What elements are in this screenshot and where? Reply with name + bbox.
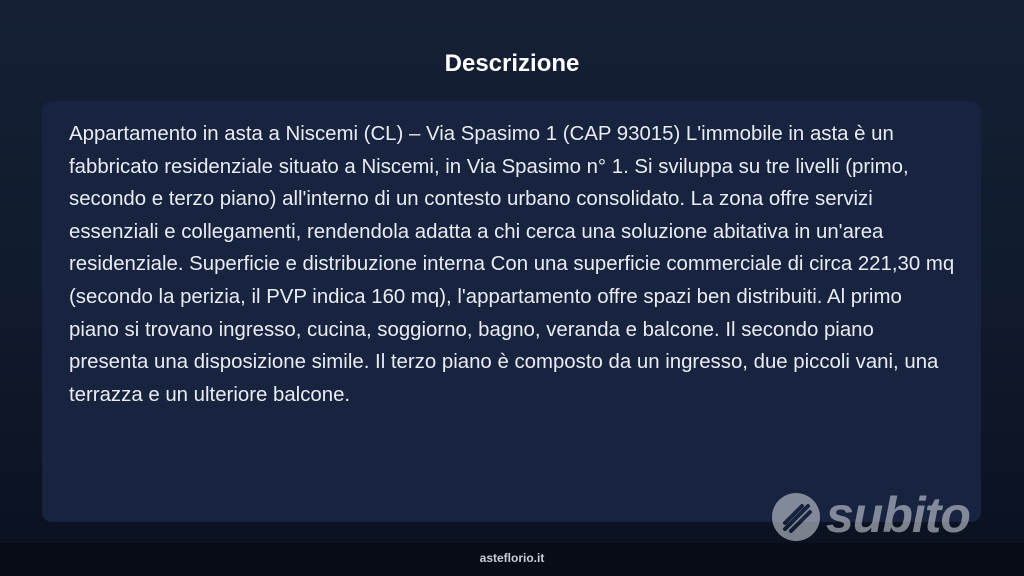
description-text: Appartamento in asta a Niscemi (CL) – Via Spasimo 1 (CAP 93015) L'immobile in asta è un fabbricato residenziale situato a Niscemi, in Via Spasimo n° 1. Si sviluppa su tre livelli (primo, secondo e terzo piano) all'interno di un contesto urbano consolidato. La zona offre servizi essenziali e collegamenti, rendendola adatta a chi cerca una soluzione abitativa in un'area residenziale. Superficie e distribuzione interna Con una superficie commerciale di circa 221,30 mq (secondo la perizia, il PVP indica 160 mq), l'appartamento offre spazi ben distribuiti. Al primo piano si trovano ingresso, cucina, soggiorno, bagno, veranda e balcone. Il secondo piano presenta una disposizione simile. Il terzo piano è composto da un ingresso, due piccoli vani, una terrazza e un ulteriore balcone. bbox=[69, 123, 955, 406]
footer-source-text: asteflorio.it bbox=[479, 551, 545, 565]
watermark-text: subito bbox=[826, 487, 970, 543]
description-card bbox=[42, 101, 981, 522]
subito-watermark bbox=[772, 487, 982, 543]
page-title: Descrizione bbox=[444, 50, 580, 77]
subito-logo-icon bbox=[772, 493, 820, 541]
